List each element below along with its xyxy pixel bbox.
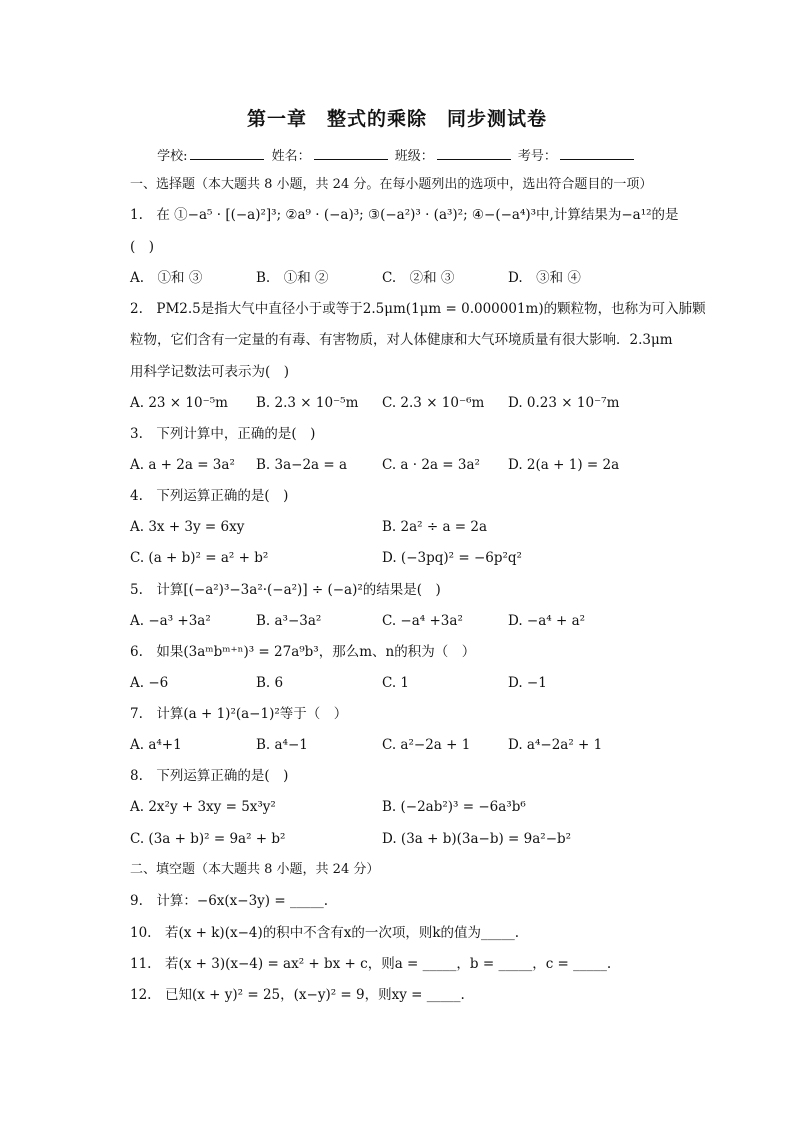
- question-4-text: 4. 下列运算正确的是( ): [130, 488, 289, 504]
- question-3-option-b[interactable]: B. 3a−2a = a: [256, 457, 348, 473]
- question-1-option-b[interactable]: B. ①和 ②: [256, 270, 329, 286]
- class-label: 班级：: [394, 149, 434, 164]
- question-12-text: 12. 已知(x + y)² = 25，(x−y)² = 9，则xy = _____.: [130, 987, 465, 1003]
- question-6-option-d[interactable]: D. −1: [508, 675, 547, 691]
- question-11-text: 11. 若(x + 3)(x−4) = ax² + bx + c，则a = _____，b = _____，c = _____.: [130, 956, 612, 972]
- question-2-text-line3: 用科学记数法可表示为( ): [130, 364, 290, 380]
- question-8-option-c[interactable]: C. (3a + b)² = 9a² + b²: [130, 831, 286, 847]
- question-2-option-a[interactable]: A. 23 × 10⁻⁵m: [130, 395, 228, 411]
- question-3-option-a[interactable]: A. a + 2a = 3a²: [130, 457, 235, 473]
- question-2-option-d[interactable]: D. 0.23 × 10⁻⁷m: [508, 395, 620, 411]
- question-5-option-b[interactable]: B. a³−3a²: [256, 613, 322, 629]
- section-heading-choice: 一、选择题（本大题共 8 小题，共 24 分。在每小题列出的选项中，选出符合题目的一项）: [130, 177, 653, 192]
- question-8-option-d[interactable]: D. (3a + b)(3a−b) = 9a²−b²: [382, 831, 572, 847]
- question-6-text: 6. 如果(3aᵐbᵐ⁺ⁿ)³ = 27a⁹b³，那么m、n的积为（ ）: [130, 644, 476, 660]
- question-8-text: 8. 下列运算正确的是( ): [130, 768, 289, 784]
- name-label: 姓名：: [271, 149, 311, 164]
- question-3-option-d[interactable]: D. 2(a + 1) = 2a: [508, 457, 620, 473]
- question-6-option-a[interactable]: A. −6: [130, 675, 169, 691]
- question-7-option-a[interactable]: A. a⁴+1: [130, 737, 182, 753]
- question-9-text: 9. 计算：−6x(x−3y) = _____.: [130, 893, 329, 909]
- question-4-option-d[interactable]: D. (−3pq)² = −6p²q²: [382, 550, 522, 566]
- question-5-option-c[interactable]: C. −a⁴ +3a²: [382, 613, 463, 629]
- question-1-option-a[interactable]: A. ①和 ③: [130, 270, 203, 286]
- question-6-option-c[interactable]: C. 1: [382, 675, 410, 691]
- school-label: 学校:: [157, 149, 188, 164]
- question-5-text: 5. 计算[(−a²)³−3a²·(−a²)] ÷ (−a)²的结果是( ): [130, 582, 441, 598]
- student-info-row: [0, 145, 794, 164]
- question-7-option-d[interactable]: D. a⁴−2a² + 1: [508, 737, 603, 753]
- question-8-option-b[interactable]: B. (−2ab²)³ = −6a³b⁶: [382, 799, 526, 815]
- question-3-text: 3. 下列计算中，正确的是( ): [130, 426, 316, 442]
- school-blank[interactable]: [190, 147, 264, 160]
- question-4-option-c[interactable]: C. (a + b)² = a² + b²: [130, 550, 269, 566]
- question-10-text: 10. 若(x + k)(x−4)的积中不含有x的一次项，则k的值为_____.: [130, 925, 520, 941]
- question-2-text-line1: 2. PM2.5是指大气中直径小于或等于2.5μm(1μm = 0.000001m)的颗粒物，也称为可入肺颗: [130, 301, 706, 317]
- exam-number-label: 考号：: [517, 149, 557, 164]
- question-4-option-a[interactable]: A. 3x + 3y = 6xy: [130, 519, 245, 535]
- question-6-option-b[interactable]: B. 6: [256, 675, 284, 691]
- name-blank[interactable]: [314, 147, 388, 160]
- question-4-option-b[interactable]: B. 2a² ÷ a = 2a: [382, 519, 488, 535]
- question-2-option-c[interactable]: C. 2.3 × 10⁻⁶m: [382, 395, 485, 411]
- question-7-option-c[interactable]: C. a²−2a + 1: [382, 737, 471, 753]
- question-7-option-b[interactable]: B. a⁴−1: [256, 737, 308, 753]
- question-5-option-a[interactable]: A. −a³ +3a²: [130, 613, 211, 629]
- exam-number-blank[interactable]: [560, 147, 634, 160]
- question-5-option-d[interactable]: D. −a⁴ + a²: [508, 613, 586, 629]
- class-blank[interactable]: [437, 147, 511, 160]
- page-title: 第一章 整式的乘除 同步测试卷: [246, 108, 547, 130]
- question-1-text: 1. 在 ①−a⁵ · [(−a)²]³; ②a⁹ · (−a)³; ③(−a²)³ · (a³)²; ④−(−a⁴)³中,计算结果为−a¹²的是: [130, 207, 679, 223]
- section-heading-fill-in: 二、填空题（本大题共 8 小题，共 24 分）: [130, 862, 380, 877]
- question-8-option-a[interactable]: A. 2x²y + 3xy = 5x³y²: [130, 799, 276, 815]
- question-1-bracket: ( ): [130, 239, 155, 255]
- question-7-text: 7. 计算(a + 1)²(a−1)²等于（ ）: [130, 706, 348, 722]
- question-2-option-b[interactable]: B. 2.3 × 10⁻⁵m: [256, 395, 359, 411]
- question-1-option-d[interactable]: D. ③和 ④: [508, 270, 581, 286]
- question-3-option-c[interactable]: C. a · 2a = 3a²: [382, 457, 480, 473]
- question-1-option-c[interactable]: C. ②和 ③: [382, 270, 455, 286]
- question-2-text-line2: 粒物，它们含有一定量的有毒、有害物质，对人体健康和大气环境质量有很大影响．2.3μm: [130, 332, 673, 348]
